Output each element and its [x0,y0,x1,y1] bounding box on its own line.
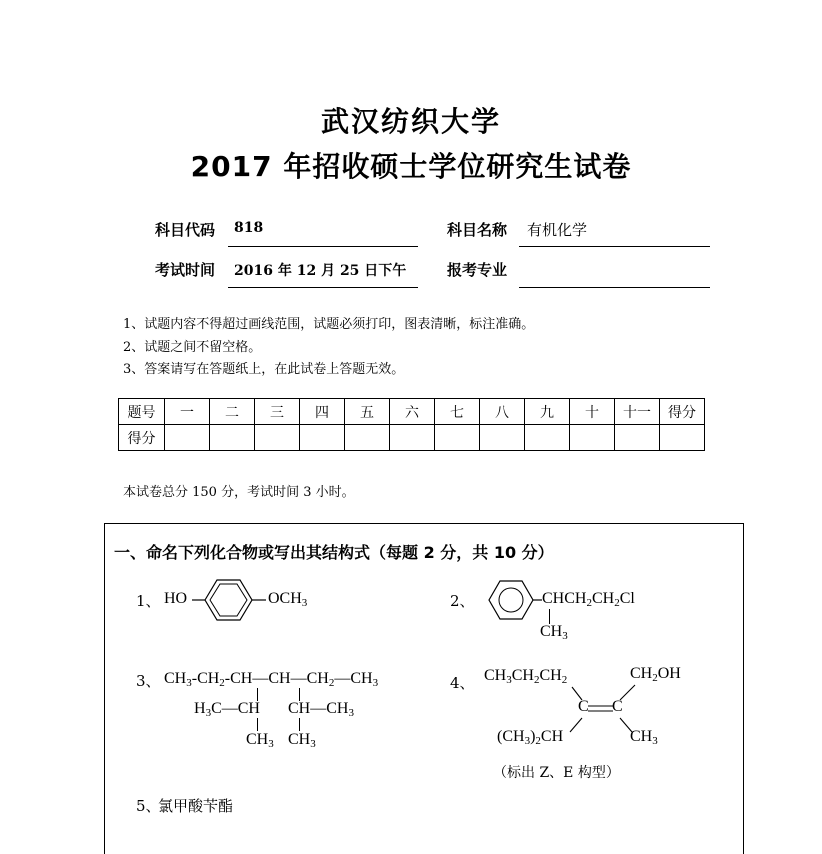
score-table-header-row [119,399,705,425]
q4-sub: 2 [533,674,540,686]
q3-atom: CH [326,700,349,717]
score-cell [255,425,300,451]
q2-sub: 3 [562,630,568,642]
q4-atom: CH [539,667,562,684]
score-cell [525,425,570,451]
score-row-label: 得分 [119,425,165,451]
score-header-cell: 二 [210,399,255,425]
score-header-cell: 得分 [660,399,705,425]
q3-atom: CH [350,670,373,687]
q2-sub: 2 [586,597,592,609]
q2-chain-a: CHCH [542,590,587,607]
score-cell [300,425,345,451]
q3-main-chain: $CH_3-CH_2-CH—CH—CH_2—CH_3$ [164,670,379,689]
phenyl-ring-icon [484,575,544,625]
score-header-cell: 一 [165,399,210,425]
score-header-cell: 十 [570,399,615,425]
score-header-cell: 五 [345,399,390,425]
q3-sub: 2 [219,677,225,689]
q3-atom: C [211,700,222,717]
score-cell [210,425,255,451]
q3-atom: CH [246,731,269,748]
subject-name-label: 科目名称 [447,221,508,239]
q4-sub: 3 [506,674,512,686]
q3-atom: CH [306,670,329,687]
q1-sub: 3 [301,597,308,609]
q2-chain [542,590,635,608]
score-header-cell: 七 [435,399,480,425]
q4-bottom-left [497,728,563,746]
q3-atom: CH [164,670,187,687]
q3-atom: CH [288,700,311,717]
bond-line [299,718,300,731]
q3-bottom-right [288,731,316,749]
score-header-cell: 题号 [119,399,165,425]
score-header-cell: 四 [300,399,345,425]
q3-bottom-left [246,731,274,749]
q3-sub: 3 [205,707,212,719]
score-header-cell: 九 [525,399,570,425]
q3-atom: CH [268,670,291,687]
score-cell [570,425,615,451]
exam-time-value: 2016 年 12 月 25 日下午 [234,263,407,279]
subject-code-underline [228,246,418,247]
q3-sub: 3 [348,707,354,719]
q2-chain-c: Cl [619,590,635,607]
q4-atom: CH [630,728,653,745]
q1-och3-group [268,590,307,608]
exam-time-label: 考试时间 [155,261,216,279]
subject-name-underline [519,246,710,247]
q4-atom: CH [540,728,564,745]
score-cell [390,425,435,451]
major-label: 报考专业 [447,261,508,279]
exam-summary: 本试卷总分 150 分，考试时间 3 小时。 [123,485,355,500]
q4-carbon-2: C [612,698,623,715]
q3-atom: H [194,700,206,717]
instruction-1: 1、试题内容不得超过画线范围，试题必须打印，图表清晰，标注准确。 [123,317,535,332]
question-number: 1、 [136,592,161,610]
bond-line [257,718,258,731]
score-cell [435,425,480,451]
q3-atom: CH [288,731,311,748]
q1-ho-group: HO [164,590,188,607]
score-cell [345,425,390,451]
bond-line [549,609,550,624]
instruction-2: 2、试题之间不留空格。 [123,340,262,355]
q4-sub: 3 [524,735,531,747]
exam-title: 2017 年招收硕士学位研究生试卷 [190,150,632,183]
q4-sub: 2 [535,735,541,747]
q3-sub: 3 [268,738,274,750]
q4-atom: CH [484,667,507,684]
q2-branch-text: CH [540,623,563,640]
q4-atom: CH [511,667,534,684]
q5-compound-name: 氯甲酸苄酯 [158,797,234,815]
question-number: 4、 [450,674,475,692]
major-underline [519,287,710,288]
q2-chain-b: CH [591,590,615,607]
subject-code-label: 科目代码 [155,221,216,239]
score-table-score-row [119,425,705,451]
q3-atom: CH [197,670,220,687]
q4-top-right [630,665,681,683]
score-cell [615,425,660,451]
score-header-cell: 十一 [615,399,660,425]
q3-sub: 2 [328,677,335,689]
score-cell [165,425,210,451]
q4-sub: 3 [652,735,658,747]
question-number: 3、 [136,672,161,690]
q2-sub: 2 [614,597,620,609]
q4-bottom-right [630,728,658,746]
score-header-cell: 六 [390,399,435,425]
university-title: 武汉纺织大学 [320,105,501,138]
score-header-cell: 三 [255,399,300,425]
q4-carbon-1: C [578,698,589,715]
q3-atom: CH [230,670,253,687]
score-table [118,398,705,451]
q4-atom: ) [530,728,536,745]
q4-atom: OH [657,665,681,682]
q3-sub: 3 [186,677,192,689]
q4-atom: CH [630,665,653,682]
q4-note: （标出 Z、E 构型） [493,765,620,781]
score-cell [480,425,525,451]
question-number: 5、 [136,797,161,815]
subject-code-value: 818 [234,220,264,236]
q3-mid-left: $H_3C—CH$ [194,700,260,719]
q4-sub: 2 [561,674,568,686]
q3-sub: 3 [310,738,316,750]
q3-sub: 3 [372,677,379,689]
section-title: 一、命名下列化合物或写出其结构式（每题 2 分，共 10 分） [114,543,554,562]
benzene-ring-icon [190,575,270,625]
q4-sub: 2 [652,672,658,684]
q3-atom: CH [237,700,260,717]
q4-atom: (CH [497,728,525,745]
score-header-cell: 八 [480,399,525,425]
q2-branch [540,623,568,641]
q1-och-text: OCH [268,590,302,607]
subject-name-value: 有机化学 [527,221,588,239]
q3-mid-right: $CH—CH_3$ [288,700,354,719]
exam-time-underline [228,287,418,288]
score-cell [660,425,705,451]
instruction-3: 3、答案请写在答题纸上，在此试卷上答题无效。 [123,362,405,377]
question-number: 2、 [450,592,475,610]
